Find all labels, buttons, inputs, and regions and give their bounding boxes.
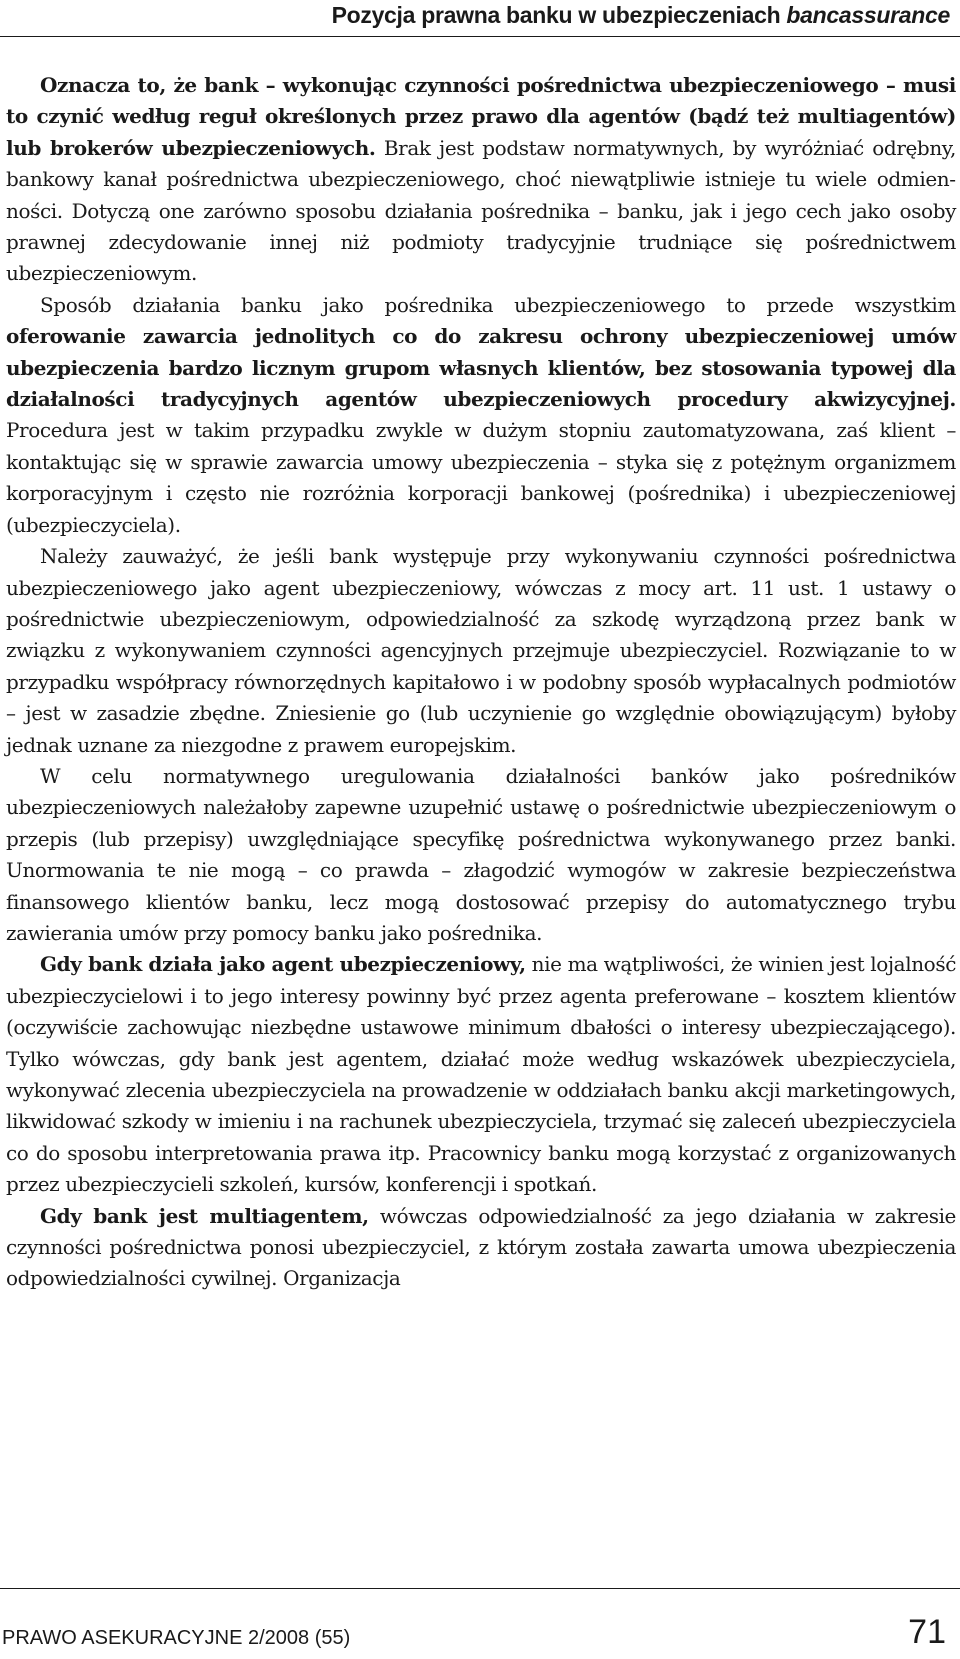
page-footer	[0, 1588, 960, 1659]
paragraph-2-bold: oferowanie zawarcia jednolitych co do zakresu ochrony ubezpieczeniowej umów ubezpieczenia bardzo licznym grupom własnych klientów, bez stosowania typowej dla działalności tradycyjnych agentów ubezpieczeniowych procedury akwizycyjnej.	[6, 324, 956, 412]
paragraph-1	[6, 70, 956, 290]
paragraph-4	[6, 761, 956, 949]
paragraph-2	[6, 290, 956, 541]
paragraph-5	[6, 949, 956, 1200]
running-header-title	[332, 2, 950, 29]
paragraph-4-text: W celu normatywnego uregulowania działalności banków jako pośredników ubezpieczeniowych należałoby zapewne uzupełnić ustawę o pośrednictwie ubezpieczeniowym o przepis (lub przepisy) uwzględniające specyfikę pośrednictwa wykonywanego przez banki. Unormowania te nie mogą – co prawda – złagodzić wymogów w zakresie bezpieczeństwa finansowego klientów banku, lecz mogą dostosować przepisy do automatycznego trybu zawierania umów przy pomocy banku jako pośrednika.	[6, 763, 956, 945]
running-header-title-italic: bancassurance	[786, 2, 950, 28]
paragraph-2-text: Procedura jest w takim przypadku zwykle w dużym stopniu zautomatyzowana, zaś klient – kontaktując się w sprawie zawarcia umowy ubezpieczenia – styka się z potężnym organizmem korporacyjnym i często nie rozróżnia korporacji bankowej (pośrednika) i ubezpieczeniowej (ubezpieczyciela).	[6, 418, 956, 537]
running-header-title-plain: Pozycja prawna banku w ubezpieczeniach	[331, 2, 787, 28]
paragraph-5-text: nie ma wątpliwości, że winien jest lojalność ubezpieczycielowi i to jego interesy powinny być przez agenta preferowane – kosztem klientów (oczywiście zachowując niezbędne ustawowe minimum dbałości o interesy ubezpieczającego). Tylko wówczas, gdy bank jest agentem, działać może według wskazówek ubezpieczyciela, wykonywać zlecenia ubezpieczyciela na prowadzenie w oddziałach banku akcji marketingowych, likwidować szkody w imieniu i na rachunek ubezpieczyciela, trzymać się zaleceń ubezpieczyciela co do sposobu interpretowania prawa itp. Pracownicy banku mogą korzystać z organizowanych przez ubezpieczycieli szkoleń, kursów, konferencji i spotkań.	[6, 952, 956, 1197]
paragraph-2-pre: Sposób działania banku jako pośrednika ubezpieczeniowego to przede wszystkim	[40, 292, 956, 317]
journal-name: PRAWO ASEKURACYJNE 2/2008 (55)	[2, 1627, 351, 1649]
paragraph-6-bold: Gdy bank jest multiagentem,	[40, 1203, 369, 1228]
paragraph-3-text: Należy zauważyć, że jeśli bank występuje przy wykonywaniu czynności pośrednictwa ubezpieczeniowego jako agent ubezpieczeniowy, wówczas z mocy art. 11 ust. 1 ustawy o pośrednictwie ubezpieczeniowym, odpowiedzialność za szkodę wyrządzoną przez bank w związku z wykonywaniem czynności agencyjnych przejmuje ubezpieczyciel. Rozwiązanie to w przypadku współpracy równorzędnych kapitałowo i w podobny sposób wypłacalnych podmiotów – jest w zasadzie zbędne. Zniesienie go (lub uczynienie go względnie obowiązującym) byłoby jednak uznane za niezgodne z prawem europejskim.	[6, 544, 956, 757]
page-number: 71	[908, 1613, 946, 1651]
article-body	[6, 70, 956, 1295]
paragraph-3	[6, 541, 956, 761]
paragraph-5-bold: Gdy bank działa jako agent ubezpieczeniowy,	[40, 952, 526, 977]
paragraph-6	[6, 1201, 956, 1295]
paragraph-6-text: wówczas odpowiedzialność za jego działania w zakresie czynności pośrednictwa ponosi ubezpieczyciel, z którym została zawarta umowa ubezpieczenia odpowiedzialności cywilnej. Organizacja	[6, 1203, 956, 1291]
running-header	[0, 0, 960, 37]
paragraph-1-bold: Oznacza to, że bank – wykonując czynności pośrednictwa ubezpieczeniowego – musi to czynić według reguł określonych przez prawo dla agentów (bądź też multiagentów) lub brokerów ubezpieczeniowych.	[6, 73, 956, 160]
paragraph-1-text: Brak jest podstaw normatywnych, by wyróżniać odrębny, bankowy kanał pośrednictwa ubezpieczeniowego, choć niewątpliwie istnieje tu wiele odmienności. Dotyczą one zarówno sposobu działania pośrednika – banku, jak i jego cech jako osoby prawnej zdecydowanie innej niż podmioty tradycyjnie trudniące się pośrednictwem ubezpieczeniowym.	[6, 135, 957, 286]
